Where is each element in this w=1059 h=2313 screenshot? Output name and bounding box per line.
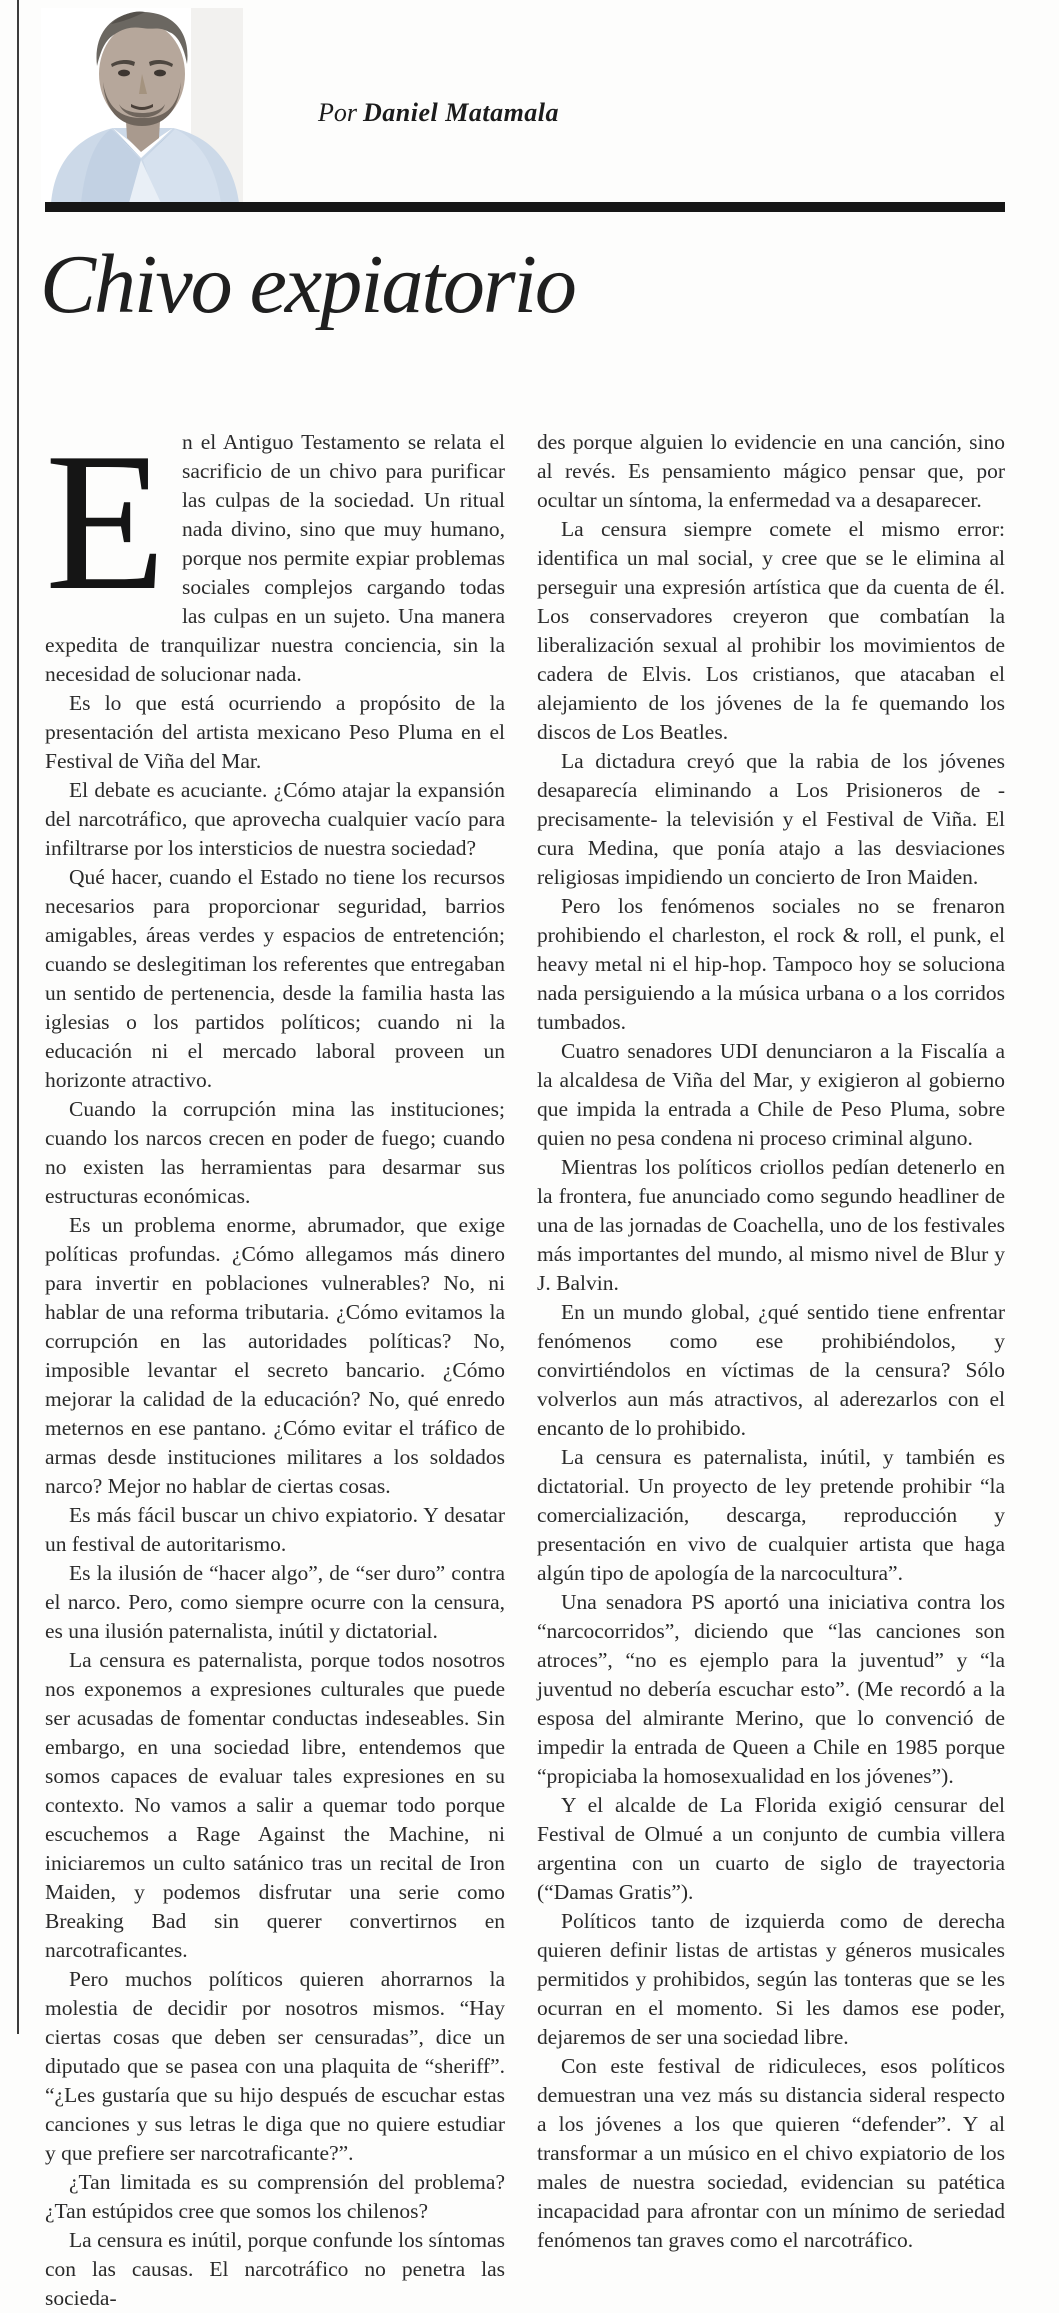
article-paragraph: Es más fácil buscar un chivo expiatorio. Y desatar un festival de autoritarismo.: [45, 1503, 505, 1556]
article-paragraph: Políticos tanto de izquierda como de derecha quieren definir listas de artistas y géneros musicales permitidos y prohibidos, según las tonteras que se les ocurran en el momento. Si les damos ese poder, dejaremos de ser una sociedad libre.: [537, 1909, 1005, 2049]
article-paragraph: Es la ilusión de “hacer algo”, de “ser duro” contra el narco. Pero, como siempre ocurre con la censura, es una ilusión paternalista, inútil y dictatorial.: [45, 1561, 505, 1643]
byline: [318, 98, 559, 128]
article-paragraph: La censura siempre comete el mismo error: identifica un mal social, y cree que se le elimina al perseguir una expresión artística que da cuenta de él. Los conservadores creyeron que combatían la liberalización sexual al prohibir los movimientos de cadera de Elvis. Los cristianos, que atacaban el alejamiento de los jóvenes de la fe quemando los discos de Los Beatles.: [537, 517, 1005, 744]
article-paragraph: Con este festival de ridiculeces, esos políticos demuestran una vez más su distancia sideral respecto a los jóvenes a los que quieren “defender”. Y al transformar a un músico en el chivo expiatorio de los males de nuestra sociedad, evidencian su patética incapacidad para afrontar con un mínimo de seriedad fenómenos tan graves como el narcotráfico.: [537, 2054, 1005, 2252]
left-margin-rule: [17, 0, 19, 2034]
article-paragraph: El debate es acuciante. ¿Cómo atajar la expansión del narcotráfico, que aprovecha cualquier vacío para infiltrarse por los intersticios de nuestra sociedad?: [45, 778, 505, 860]
drop-cap: E: [45, 412, 166, 631]
article-paragraph: En el Antiguo Testamento se relata el sacrificio de un chivo para purificar las culpas de la sociedad. Un ritual nada divino, sino que muy humano, porque nos permite expiar problemas sociales complejos cargando todas las culpas en un sujeto. Una manera expedita de tranquilizar nuestra conciencia, sin la necesidad de solucionar nada.: [45, 412, 505, 686]
article-paragraph: La censura es inútil, porque confunde los síntomas con las causas. El narcotráfico no penetra las socieda-: [45, 2228, 505, 2310]
article-paragraph: ¿Tan limitada es su comprensión del problema? ¿Tan estúpidos cree que somos los chilenos?: [45, 2170, 505, 2223]
article-paragraph: Una senadora PS aportó una iniciativa contra los “narcocorridos”, diciendo que “las canciones son atroces”, “no es ejemplo para la juventud” y “la juventud no debería escuchar esto”. (Me recordó a la esposa del almirante Merino, que lo convenció de impedir la entrada de Queen a Chile en 1985 porque “propiciaba la homosexualidad en los jóvenes”).: [537, 1590, 1005, 1788]
article-paragraph: Es lo que está ocurriendo a propósito de la presentación del artista mexicano Peso Pluma en el Festival de Viña del Mar.: [45, 691, 505, 773]
article-paragraph: Cuando la corrupción mina las instituciones; cuando los narcos crecen en poder de fuego; cuando no existen las herramientas para desarmar sus estructuras económicas.: [45, 1097, 505, 1208]
article-paragraph: La censura es paternalista, inútil, y también es dictatorial. Un proyecto de ley pretende prohibir “la comercialización, descarga, reproducción y presentación en vivo de cualquier artista que haga algún tipo de apología de la narcocultura”.: [537, 1445, 1005, 1585]
article-paragraph: La censura es paternalista, porque todos nosotros nos exponemos a expresiones culturales que puede ser acusadas de fomentar conductas indeseables. Sin embargo, en una sociedad libre, entendemos que somos capaces de evaluar tales expresiones en su contexto. No vamos a salir a quemar todo porque escuchemos a Rage Against the Machine, ni iniciaremos un culto satánico tras un recital de Iron Maiden, y podemos disfrutar una serie como Breaking Bad sin querer convertirnos en narcotraficantes.: [45, 1648, 505, 1962]
article-paragraph: Es un problema enorme, abrumador, que exige políticas profundas. ¿Cómo allegamos más dinero para invertir en poblaciones vulnerables? No, ni hablar de una reforma tributaria. ¿Cómo evitamos la corrupción en las autoridades políticas? No, imposible levantar el secreto bancario. ¿Cómo mejorar la calidad de la educación? No, qué enredo meternos en ese pantano. ¿Cómo evitar el tráfico de armas desde instituciones militares a los soldados narco? Mejor no hablar de ciertas cosas.: [45, 1213, 505, 1498]
article-paragraph: En un mundo global, ¿qué sentido tiene enfrentar fenómenos como ese prohibiéndolos, y convirtiéndolos en víctimas de la censura? Sólo volverlos aun más atractivos, al aderezarlos con el encanto de lo prohibido.: [537, 1300, 1005, 1440]
byline-author: Daniel Matamala: [363, 98, 560, 127]
article-paragraph: Mientras los políticos criollos pedían detenerlo en la frontera, fue anunciado como segundo headliner de una de las jornadas de Coachella, uno de los festivales más importantes del mundo, al mismo nivel de Blur y J. Balvin.: [537, 1155, 1005, 1295]
article-body: [45, 412, 1005, 2313]
header-rule: [45, 202, 1005, 212]
article-column-left: [45, 412, 505, 2313]
byline-prefix: Por: [318, 98, 357, 127]
article-paragraph: Pero muchos políticos quieren ahorrarnos la molestia de decidir por nosotros mismos. “Hay ciertas cosas que deben ser censuradas”, dice un diputado que se pasea con una plaquita de “sheriff”. “¿Les gustaría que su hijo después de escuchar estas canciones y sus letras le diga que no quiere estudiar y que prefiere ser narcotraficante?”.: [45, 1967, 505, 2165]
article-column-right: [537, 428, 1005, 2313]
author-photo: [41, 8, 243, 203]
article-paragraph: Qué hacer, cuando el Estado no tiene los recursos necesarios para proporcionar seguridad, barrios amigables, áreas verdes y espacios de entretención; cuando se deslegitiman los referentes que entregaban un sentido de pertenencia, desde la familia hasta las iglesias o los partidos políticos; cuando ni la educación ni el mercado laboral proveen un horizonte atractivo.: [45, 865, 505, 1092]
article-paragraph: Y el alcalde de La Florida exigió censurar del Festival de Olmué a un conjunto de cumbia villera argentina con un cuarto de siglo de trayectoria (“Damas Gratis”).: [537, 1793, 1005, 1904]
author-portrait-illustration: [41, 8, 243, 203]
article-paragraph: La dictadura creyó que la rabia de los jóvenes desaparecía eliminando a Los Prisioneros de -precisamente- la televisión y el Festival de Viña. El cura Medina, que ponía atajo a las desviaciones religiosas impidiendo un concierto de Iron Maiden.: [537, 749, 1005, 889]
article-paragraph: des porque alguien lo evidencie en una canción, sino al revés. Es pensamiento mágico pensar que, por ocultar un síntoma, la enfermedad va a desaparecer.: [537, 430, 1005, 512]
article-paragraph: Cuatro senadores UDI denunciaron a la Fiscalía a la alcaldesa de Viña del Mar, y exigieron al gobierno que impida la entrada a Chile de Peso Pluma, sobre quien no pesa condena ni proceso criminal alguno.: [537, 1039, 1005, 1150]
article-paragraph: Pero los fenómenos sociales no se frenaron prohibiendo el charleston, el rock & roll, el punk, el heavy metal ni el hip-hop. Tampoco hoy se soluciona nada persiguiendo a la música urbana o a los corridos tumbados.: [537, 894, 1005, 1034]
article-title: Chivo expiatorio: [40, 238, 575, 331]
